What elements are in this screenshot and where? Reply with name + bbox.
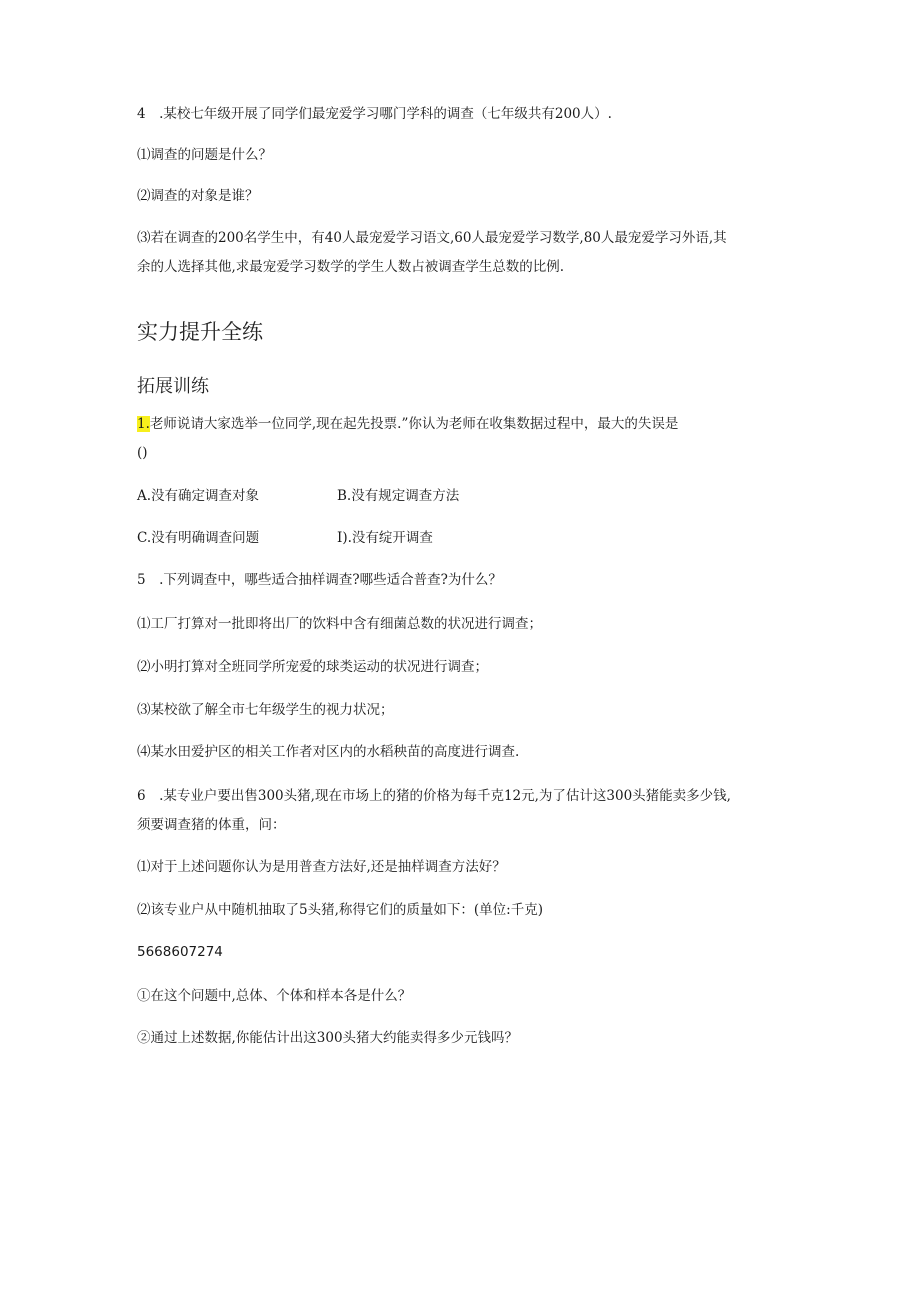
q4-part-1: ⑴调查的问题是什么？ <box>137 147 272 163</box>
q6-sub-2: ②通过上述数据,你能估计出这300头猪大约能卖得多少元钱吗？ <box>137 1030 519 1046</box>
q6-title-line-1: 6 .某专业户要出售300头猪,现在市场上的猪的价格为每千克12元,为了估计这300头猪能卖多少钱, <box>137 788 731 804</box>
q1-option-b: B.没有规定调查方法 <box>337 488 460 504</box>
q6-part-1: ⑴对于上述问题你认为是用普查方法好,还是抽样调查方法好？ <box>137 859 506 875</box>
q6-sub-1: ①在这个问题中,总体、个体和样本各是什么？ <box>137 988 412 1004</box>
q1-option-a: A.没有确定调查对象 <box>137 488 260 504</box>
q5-part-1: ⑴工厂打算对一批即将出厂的饮料中含有细菌总数的状况进行调查； <box>137 616 542 632</box>
subsection-title: 拓展训练 <box>137 376 209 397</box>
q1-option-c: C.没有明确调查问题 <box>137 530 260 546</box>
q1-number-highlight: 1. <box>137 416 150 432</box>
q6-title-line-2: 须要调查猪的体重，问： <box>137 817 286 833</box>
q5-title: 5 .下列调查中，哪些适合抽样调查?哪些适合普查?为什么？ <box>137 572 502 588</box>
q4-part-3-line-1: ⑶若在调查的200名学生中，有40人最宠爱学习语文,60人最宠爱学习数学,80人最宠爱学习外语,其 <box>137 230 727 246</box>
q1-text: 老师说请大家选举一位同学,现在起先投票.”你认为老师在收集数据过程中，最大的失误是 <box>149 416 679 432</box>
q6-weight-data: 5668607274 <box>137 944 223 960</box>
q1-stem <box>137 418 678 432</box>
q4-title: 4 .某校七年级开展了同学们最宠爱学习哪门学科的调查（七年级共有200人）. <box>137 106 612 122</box>
q5-part-4: ⑷某水田爱护区的相关工作者对区内的水稻秧苗的高度进行调查. <box>137 744 520 760</box>
q4-part-2: ⑵调查的对象是谁？ <box>137 188 259 204</box>
q4-part-3-line-2: 余的人选择其他,求最宠爱学习数学的学生人数占被调查学生总数的比例. <box>137 259 565 275</box>
section-title: 实力提升全练 <box>137 320 263 344</box>
q1-answer-blank: () <box>137 445 148 461</box>
q6-part-2: ⑵该专业户从中随机抽取了5头猪,称得它们的质量如下：(单位:千克) <box>137 902 543 918</box>
q5-part-2: ⑵小明打算对全班同学所宠爱的球类运动的状况进行调查； <box>137 659 488 675</box>
q5-part-3: ⑶某校欲了解全市七年级学生的视力状况； <box>137 702 394 718</box>
q1-option-d: I).没有绽开调查 <box>337 530 433 546</box>
